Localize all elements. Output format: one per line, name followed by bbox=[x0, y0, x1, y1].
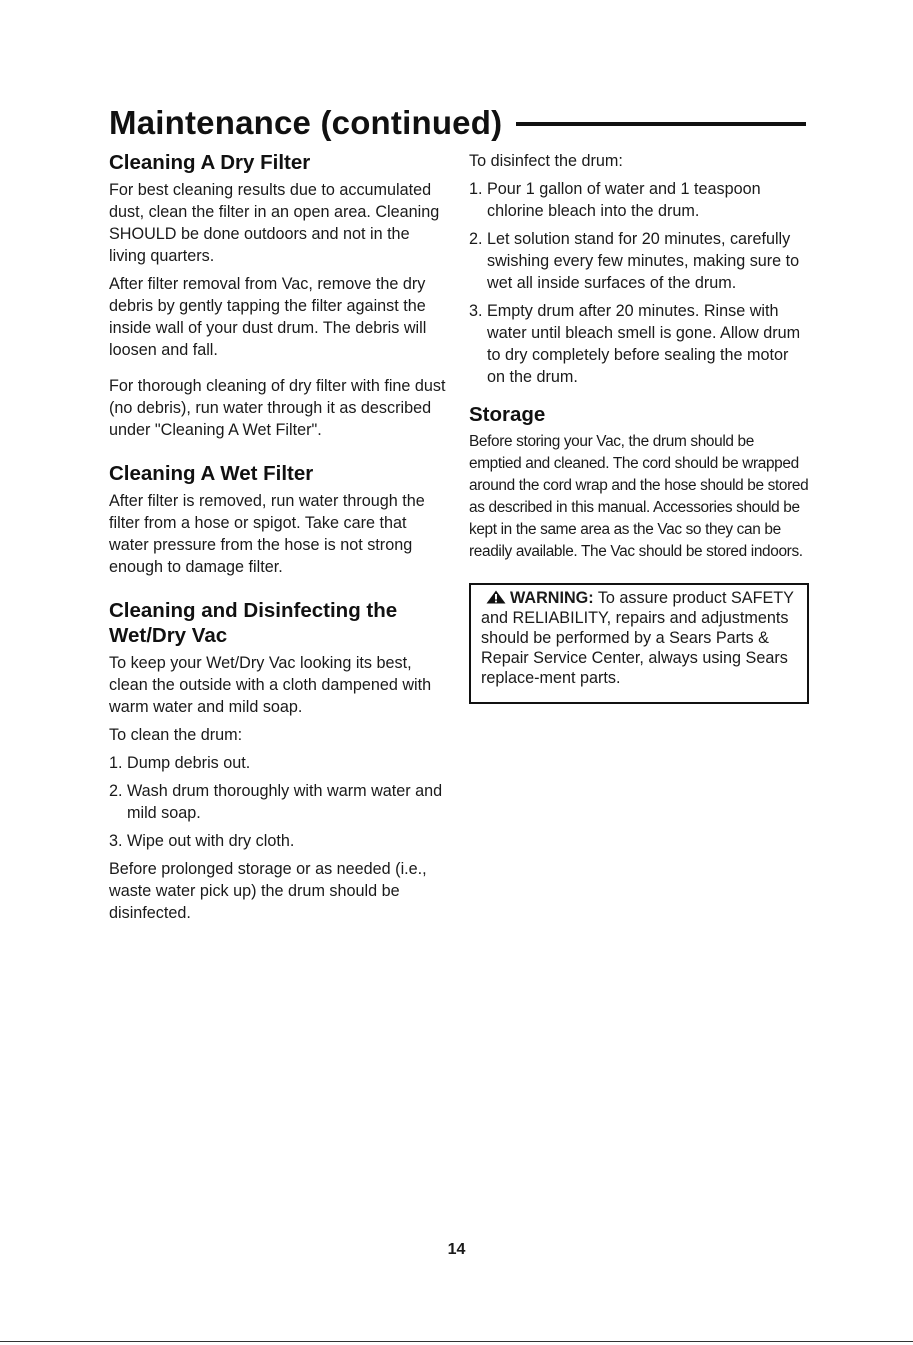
heading-disinfect: Cleaning and Disinfecting the Wet/Dry Vac bbox=[109, 599, 398, 647]
clean-steps-list bbox=[109, 752, 449, 852]
warning-text bbox=[481, 588, 797, 688]
list-item: 1. Pour 1 gallon of water and 1 teaspoon chlorine bleach into the drum. bbox=[469, 180, 761, 220]
page-title: Maintenance (continued) bbox=[109, 104, 503, 141]
right-column bbox=[469, 150, 809, 704]
paragraph: After filter removal from Vac, remove the dry debris by gently tapping the filter against the inside wall of your dust drum. The debris will loosen and fall. bbox=[109, 275, 427, 359]
title-rule bbox=[516, 122, 806, 126]
section-wet-filter bbox=[109, 461, 449, 578]
heading-storage: Storage bbox=[469, 403, 546, 426]
bottom-rule bbox=[0, 1341, 913, 1342]
list-item: 2. Wash drum thoroughly with warm water and mild soap. bbox=[109, 782, 443, 822]
paragraph: To keep your Wet/Dry Vac looking its best, clean the outside with a cloth dampened with warm water and mild soap. bbox=[109, 654, 432, 716]
list-item: 1. Dump debris out. bbox=[109, 754, 251, 772]
list-item: 2. Let solution stand for 20 minutes, carefully swishing every few minutes, making sure to wet all inside surfaces of the drum. bbox=[469, 230, 800, 292]
heading-wet-filter: Cleaning A Wet Filter bbox=[109, 462, 314, 485]
paragraph: To clean the drum: bbox=[109, 726, 243, 744]
disinfect-steps-list bbox=[469, 178, 809, 388]
left-column bbox=[109, 150, 449, 930]
paragraph: After filter is removed, run water through the filter from a hose or spigot. Take care that water pressure from the hose is not strong enough to damage filter. bbox=[109, 492, 425, 576]
paragraph: Before storing your Vac, the drum should be emptied and cleaned. The cord should be wrapped around the cord wrap and the hose should be stored as described in this manual. Accessories should be kept in the same area as the Vac so they can be readily available. The Vac should be stored indoors. bbox=[469, 433, 809, 560]
warning-body: To assure product SAFETY and RELIABILITY, repairs and adjustments should be performed by a Sears Parts & Repair Service Center, always using Sears replace-ment parts. bbox=[481, 589, 794, 687]
warning-label: WARNING: bbox=[510, 589, 594, 607]
heading-dry-filter: Cleaning A Dry Filter bbox=[109, 151, 311, 174]
page-number: 14 bbox=[447, 1241, 466, 1258]
section-dry-filter bbox=[109, 150, 449, 441]
paragraph: Before prolonged storage or as needed (i.e., waste water pick up) the drum should be disinfected. bbox=[109, 860, 427, 922]
warning-box bbox=[469, 583, 809, 704]
paragraph: For thorough cleaning of dry filter with fine dust (no debris), run water through it as described under "Cleaning A Wet Filter". bbox=[109, 377, 446, 439]
list-item: 3. Wipe out with dry cloth. bbox=[109, 832, 295, 850]
section-storage bbox=[469, 402, 809, 563]
section-disinfect bbox=[109, 598, 449, 924]
warning-triangle-icon bbox=[486, 590, 506, 604]
paragraph: For best cleaning results due to accumulated dust, clean the filter in an open area. Cleaning SHOULD be done outdoors and not in the living quarters. bbox=[109, 181, 440, 265]
paragraph: To disinfect the drum: bbox=[469, 152, 623, 170]
list-item: 3. Empty drum after 20 minutes. Rinse with water until bleach smell is gone. Allow drum to dry completely before sealing the motor on the drum. bbox=[469, 302, 801, 386]
page-header bbox=[109, 98, 806, 148]
